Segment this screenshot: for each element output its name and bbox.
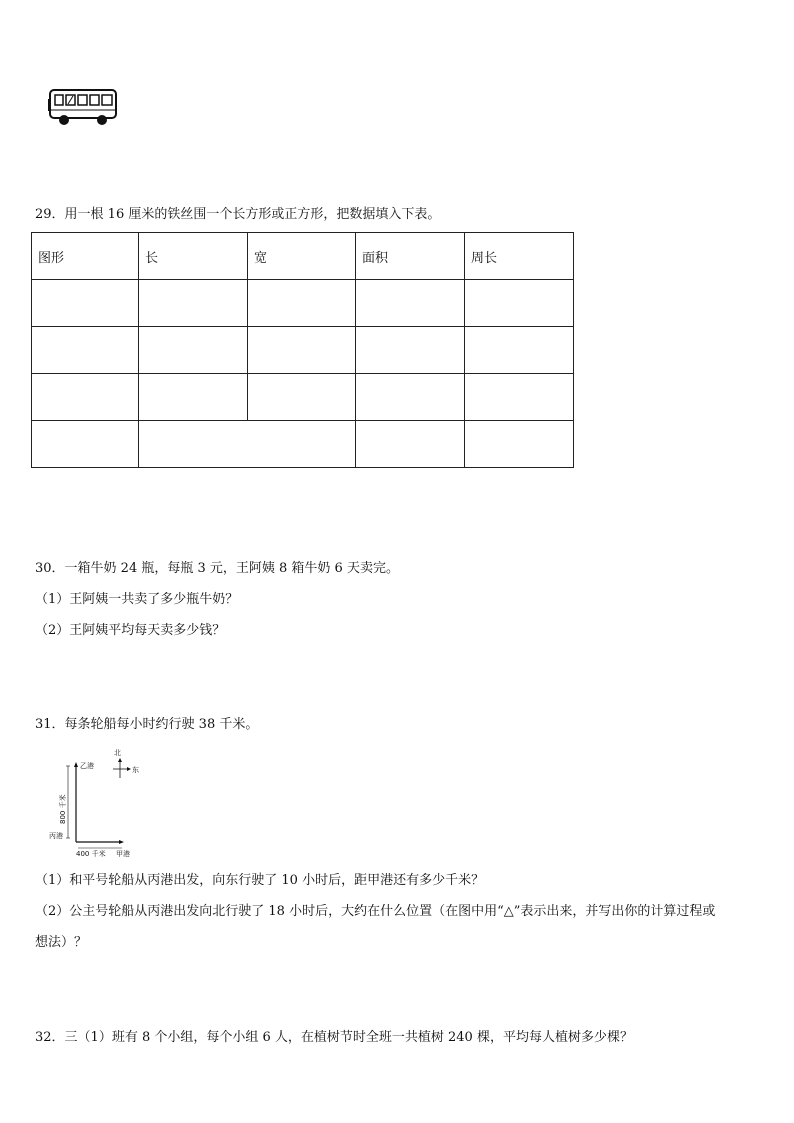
table-cell[interactable] xyxy=(139,327,248,374)
q31-prompt: 31．每条轮船每小时约行驶 38 千米。 xyxy=(35,717,259,732)
north-label: 北 xyxy=(114,749,121,757)
table-cell[interactable] xyxy=(356,280,465,327)
table-cell[interactable] xyxy=(139,374,248,421)
table-row xyxy=(32,327,574,374)
table-row xyxy=(32,421,574,468)
header-area: 面积 xyxy=(356,233,465,280)
q29-table xyxy=(31,232,574,468)
table-cell[interactable] xyxy=(32,327,139,374)
east-distance-label: 400 千米 xyxy=(76,850,106,858)
table-cell[interactable] xyxy=(356,374,465,421)
table-cell[interactable] xyxy=(465,280,574,327)
table-row xyxy=(32,280,574,327)
north-distance-label: 800 千米 xyxy=(59,794,67,824)
port-bing-label: 丙港 xyxy=(49,832,63,840)
table-row xyxy=(32,374,574,421)
east-route-arrow-icon xyxy=(119,840,124,844)
header-width: 宽 xyxy=(248,233,356,280)
port-map-diagram xyxy=(40,746,150,858)
table-cell[interactable] xyxy=(248,280,356,327)
east-label: 东 xyxy=(132,766,139,774)
table-cell[interactable] xyxy=(248,374,356,421)
table-cell[interactable] xyxy=(465,327,574,374)
table-cell[interactable] xyxy=(356,327,465,374)
table-cell[interactable] xyxy=(32,374,139,421)
q31-sub2-line2: 想法）？ xyxy=(35,935,88,950)
header-length: 长 xyxy=(139,233,248,280)
header-shape: 图形 xyxy=(32,233,139,280)
q29-prompt: 29．用一根 16 厘米的铁丝围一个长方形或正方形，把数据填入下表。 xyxy=(35,207,441,222)
table-cell[interactable] xyxy=(32,421,139,468)
q31-sub2-line1: （2）公主号轮船从丙港出发向北行驶了 18 小时后，大约在什么位置（在图中用“△”表示出来，并写出你的计算过程或 xyxy=(35,904,716,919)
q30-sub1: （1）王阿姨一共卖了多少瓶牛奶？ xyxy=(35,592,239,607)
north-route-arrow-icon xyxy=(74,762,78,767)
q32-prompt: 32．三（1）班有 8 个小组，每个小组 6 人，在植树节时全班一共植树 240 棵，平均每人植树多少棵？ xyxy=(35,1030,633,1045)
header-perimeter: 周长 xyxy=(465,233,574,280)
table-header-row xyxy=(32,233,574,280)
north-arrow-icon xyxy=(118,758,122,762)
east-arrow-icon xyxy=(127,767,131,771)
q30-prompt: 30．一箱牛奶 24 瓶，每瓶 3 元，王阿姨 8 箱牛奶 6 天卖完。 xyxy=(35,561,399,576)
bus-illustration xyxy=(47,86,119,128)
q30-sub2: （2）王阿姨平均每天卖多少钱？ xyxy=(35,623,226,638)
port-jia-label: 甲港 xyxy=(116,850,130,858)
port-yi-label: 乙港 xyxy=(80,762,94,770)
table-cell[interactable] xyxy=(465,421,574,468)
table-cell[interactable] xyxy=(465,374,574,421)
table-cell[interactable] xyxy=(32,280,139,327)
table-cell[interactable] xyxy=(356,421,465,468)
table-cell[interactable] xyxy=(248,327,356,374)
table-cell[interactable] xyxy=(139,280,248,327)
q31-sub1: （1）和平号轮船从丙港出发，向东行驶了 10 小时后，距甲港还有多少千米？ xyxy=(35,873,485,888)
table-cell-merged[interactable] xyxy=(139,421,356,468)
